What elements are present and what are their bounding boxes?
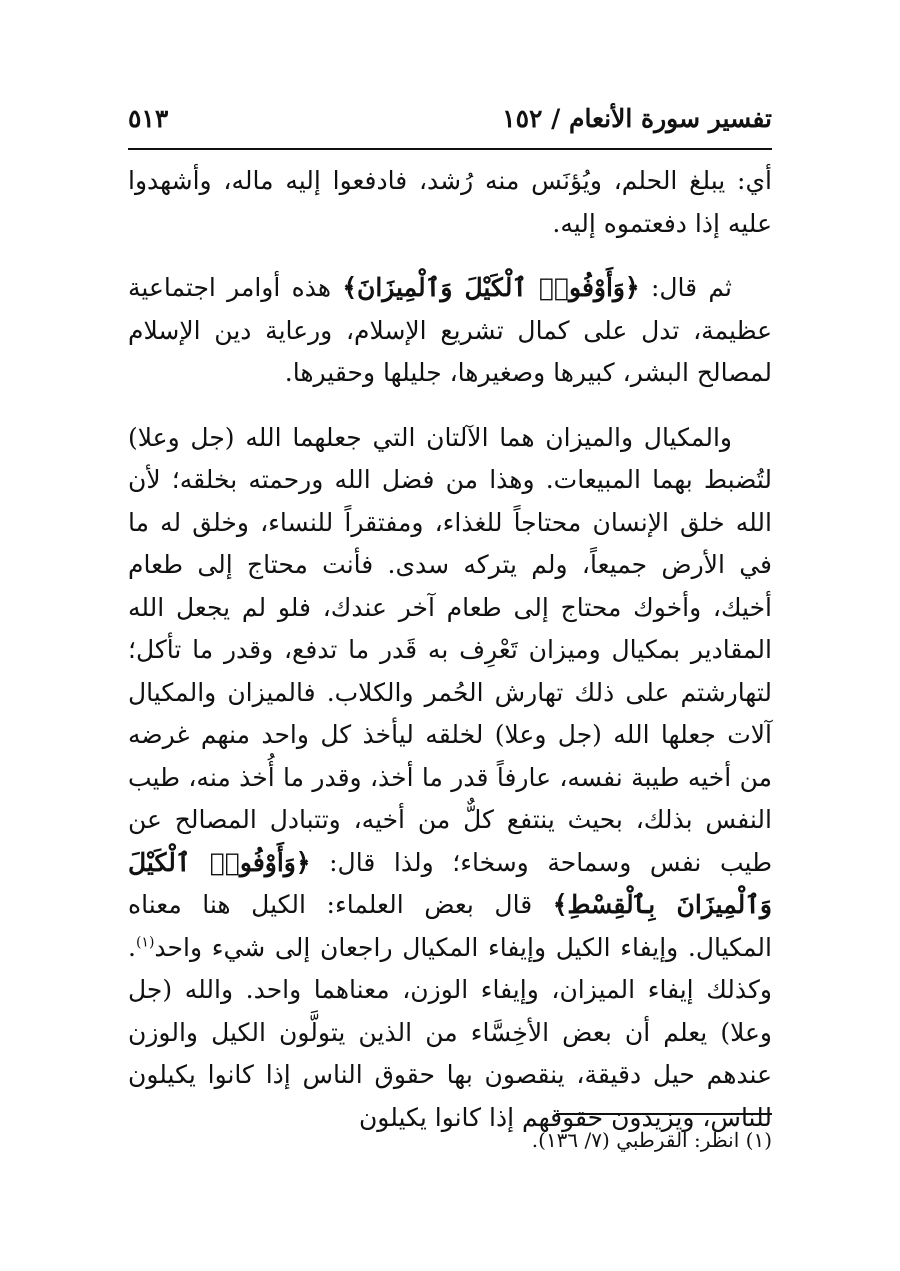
paragraph-3 (128, 417, 772, 1140)
quran-verse-1: ﴿وَأَوْفُوا۟ ٱلْكَيْلَ وَٱلْمِيزَانَ﴾ (342, 273, 640, 302)
quran-verse-2: ﴿وَأَوْفُوا۟ ٱلْكَيْلَ وَٱلْمِيزَانَ بِٱلْقِسْطِ﴾ (128, 847, 772, 919)
body-text (128, 160, 772, 1161)
footnote: (١) انظر: القرطبي (٧/ ١٣٦). (531, 1128, 772, 1152)
paragraph-2-rest: هذه أوامر اجتماعية عظيمة، تدل على كمال تشريع الإسلام، ورعاية دين الإسلام لمصالح البشر، كبيرها وصغيرها، جليلها وحقيرها. (128, 273, 772, 387)
page-number: ٥١٣ (128, 103, 169, 133)
paragraph-1: أي: يبلغ الحلم، ويُؤنَس منه رُشد، فادفعوا إليه ماله، وأشهدوا عليه إذا دفعتموه إليه. (128, 166, 772, 238)
header-rule (128, 148, 772, 150)
paragraph-3-part-3: . وكذلك إيفاء الميزان، وإيفاء الوزن، معناهما واحد. والله (جل وعلا) يعلم أن بعض الأخِسَّاء من الذين يتولَّون الكيل والوزن عندهم حيل دقيقة، ينقصون بها حقوق الناس إذا كانوا يكيلون للناس، ويزيدون حقوقهم إذا كانوا يكيلون (128, 932, 772, 1132)
running-header (128, 96, 772, 140)
footnote-ref: (١) (135, 934, 155, 951)
paragraph-2-intro: ثم قال: (639, 273, 732, 302)
paragraph-3-part-2: قال بعض العلماء: الكيل هنا معناه المكيال. وإيفاء الكيل وإيفاء المكيال راجعان إلى شيء واحد (128, 890, 772, 962)
header-title: تفسير سورة الأنعام / ١٥٢ (502, 103, 772, 133)
paragraph-2 (128, 267, 772, 395)
footnote-rule (556, 1113, 772, 1115)
paragraph-3-part-1: والمكيال والميزان هما الآلتان التي جعلهما الله (جل وعلا) لتُضبط بهما المبيعات. وهذا من فضل الله ورحمته بخلقه؛ لأن الله خلق الإنسان محتاجاً للغذاء، ومفتقراً للنساء، وخلق له ما في الأرض جميعاً، ولم يتركه سدى. فأنت محتاج إلى طعام أخيك، وأخوك محتاج إلى طعام آخر عندك، فلو لم يجعل الله المقادير بمكيال وميزان تَعْرِف به قَدر ما تدفع، وقدر ما تأكل؛ لتهارشتم على ذلك تهارش الحُمر والكلاب. فالميزان والمكيال آلات جعلها الله (جل وعلا) لخلقه ليأخذ كل واحد منهم غرضه من أخيه طيبة نفسه، عارفاً قدر ما أخذ، وقدر ما أُخذ منه، طيب النفس بذلك، بحيث ينتفع كلٌّ من أخيه، وتتبادل المصالح عن طيب نفس وسماحة وسخاء؛ ولذا قال: (128, 422, 772, 877)
